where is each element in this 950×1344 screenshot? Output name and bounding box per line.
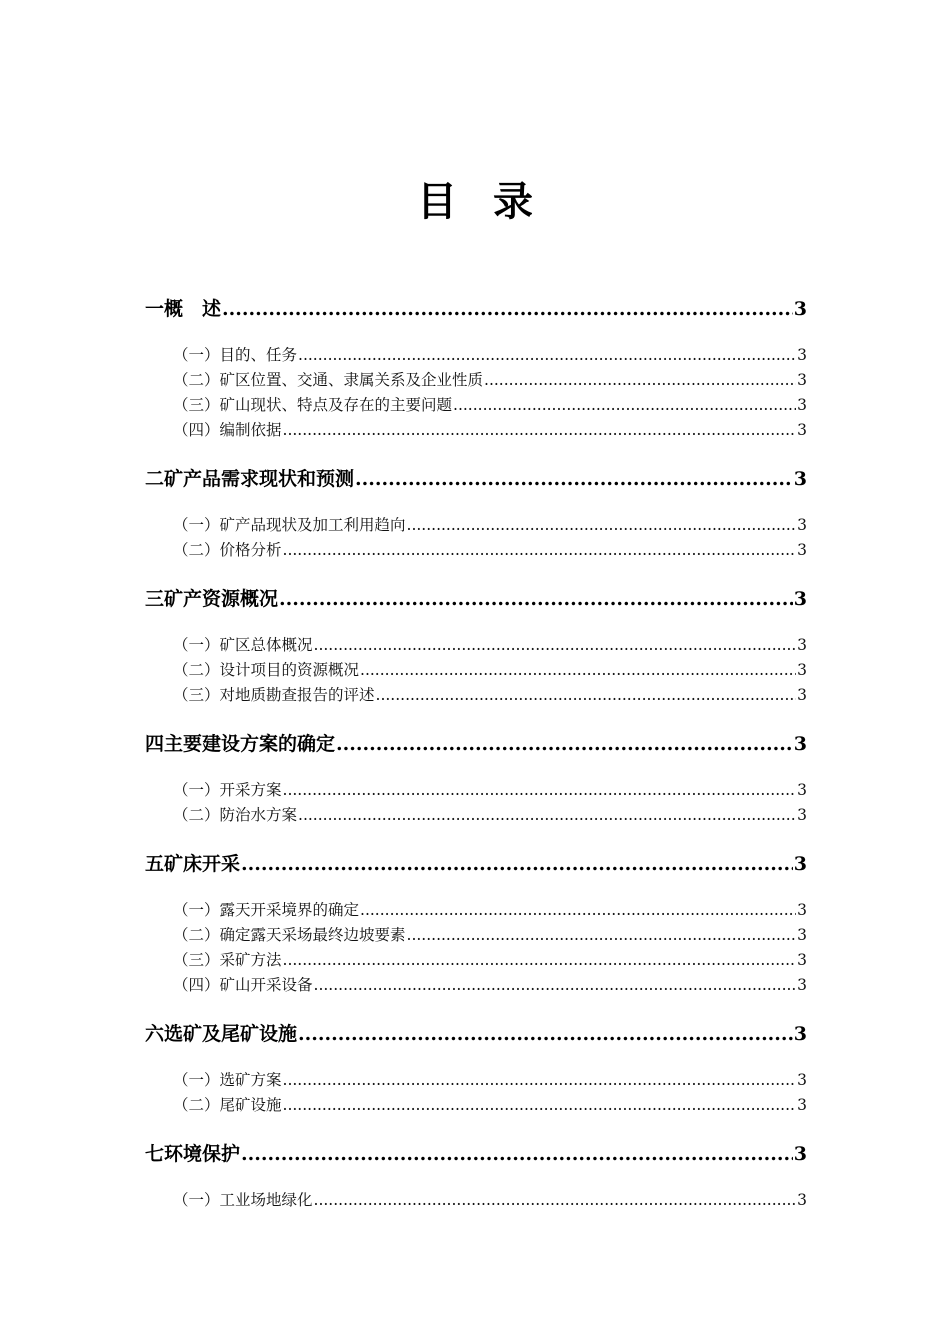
dot-leader <box>407 513 797 538</box>
page-number: 3 <box>793 468 807 490</box>
toc-chapter[interactable] <box>145 1141 807 1167</box>
toc-section[interactable] <box>145 513 807 538</box>
section-title: （一）选矿方案 <box>173 1071 282 1089</box>
dot-leader <box>314 1188 797 1213</box>
dot-leader <box>283 1068 797 1093</box>
dot-leader <box>407 923 797 948</box>
dot-leader <box>376 683 797 708</box>
chapter-number: 三 <box>145 588 165 610</box>
dot-leader <box>453 393 796 418</box>
dot-leader <box>283 418 797 443</box>
dot-leader <box>355 466 793 492</box>
page-number: 3 <box>793 298 807 320</box>
page-number: 3 <box>797 806 807 824</box>
chapter-number: 四 <box>145 733 165 755</box>
page-number: 3 <box>797 421 807 439</box>
page-number: 3 <box>797 516 807 534</box>
page-number: 3 <box>797 926 807 944</box>
toc-section[interactable] <box>145 1093 807 1118</box>
chapter-title: 矿产资源概况 <box>164 588 279 610</box>
table-of-contents <box>145 296 807 1213</box>
toc-chapter[interactable] <box>145 586 807 612</box>
chapter-title: 选矿及尾矿设施 <box>164 1023 298 1045</box>
page-number: 3 <box>793 1023 807 1045</box>
page-number: 3 <box>797 1191 807 1209</box>
section-title: （三）采矿方法 <box>173 951 282 969</box>
page-number: 3 <box>797 686 807 704</box>
chapter-title: 矿产品需求现状和预测 <box>164 468 355 490</box>
dot-leader <box>360 898 796 923</box>
page-number: 3 <box>793 1143 807 1165</box>
toc-section[interactable] <box>145 658 807 683</box>
toc-section[interactable] <box>145 948 807 973</box>
dot-leader <box>283 778 797 803</box>
section-title: （一）露天开采境界的确定 <box>173 901 360 919</box>
section-title: （一）目的、任务 <box>173 346 298 364</box>
toc-section[interactable] <box>145 633 807 658</box>
chapter-title: 矿床开采 <box>164 853 241 875</box>
chapter-number: 二 <box>145 468 165 490</box>
section-title: （三）矿山现状、特点及存在的主要问题 <box>173 396 453 414</box>
dot-leader <box>283 948 797 973</box>
section-title: （一）矿区总体概况 <box>173 636 313 654</box>
dot-leader <box>298 803 796 828</box>
chapter-title: 主要建设方案的确定 <box>164 733 336 755</box>
section-title: （二）矿区位置、交通、隶属关系及企业性质 <box>173 371 484 389</box>
toc-chapter[interactable] <box>145 1021 807 1047</box>
dot-leader <box>241 1141 793 1167</box>
page-number: 3 <box>797 636 807 654</box>
section-title: （二）尾矿设施 <box>173 1096 282 1114</box>
page-number: 3 <box>797 1071 807 1089</box>
section-title: （二）确定露天采场最终边坡要素 <box>173 926 406 944</box>
dot-leader <box>283 1093 797 1118</box>
section-title: （三）对地质勘查报告的评述 <box>173 686 375 704</box>
toc-section[interactable] <box>145 1188 807 1213</box>
toc-section[interactable] <box>145 343 807 368</box>
section-title: （一）开采方案 <box>173 781 282 799</box>
page-title: 目录 <box>417 178 569 225</box>
toc-section[interactable] <box>145 973 807 998</box>
chapter-number: 六 <box>145 1023 165 1045</box>
toc-section[interactable] <box>145 803 807 828</box>
page-number: 3 <box>793 733 807 755</box>
toc-chapter[interactable] <box>145 851 807 877</box>
chapter-number: 七 <box>145 1143 165 1165</box>
toc-section[interactable] <box>145 538 807 563</box>
dot-leader <box>283 538 797 563</box>
page-number: 3 <box>793 588 807 610</box>
section-title: （二）防治水方案 <box>173 806 298 824</box>
section-title: （一）工业场地绿化 <box>173 1191 313 1209</box>
dot-leader <box>314 633 797 658</box>
toc-section[interactable] <box>145 683 807 708</box>
dot-leader <box>360 658 796 683</box>
page-number: 3 <box>797 661 807 679</box>
section-title: （二）价格分析 <box>173 541 282 559</box>
dot-leader <box>314 973 797 998</box>
toc-section[interactable] <box>145 898 807 923</box>
dot-leader <box>298 343 796 368</box>
page-number: 3 <box>797 901 807 919</box>
toc-chapter[interactable] <box>145 466 807 492</box>
chapter-number: 五 <box>145 853 165 875</box>
page-number: 3 <box>797 371 807 389</box>
chapter-title: 环境保护 <box>164 1143 241 1165</box>
toc-section[interactable] <box>145 368 807 393</box>
section-title: （一）矿产品现状及加工利用趋向 <box>173 516 406 534</box>
page-number: 3 <box>797 396 807 414</box>
toc-chapter[interactable] <box>145 731 807 757</box>
toc-section[interactable] <box>145 923 807 948</box>
page-number: 3 <box>797 1096 807 1114</box>
section-title: （二）设计项目的资源概况 <box>173 661 360 679</box>
dot-leader <box>484 368 796 393</box>
page-number: 3 <box>797 976 807 994</box>
chapter-title: 概 述 <box>164 298 222 320</box>
toc-chapter[interactable] <box>145 296 807 322</box>
page-number: 3 <box>797 346 807 364</box>
toc-section[interactable] <box>145 1068 807 1093</box>
dot-leader <box>241 851 793 877</box>
section-title: （四）编制依据 <box>173 421 282 439</box>
dot-leader <box>298 1021 793 1047</box>
page-number: 3 <box>793 853 807 875</box>
page-number: 3 <box>797 541 807 559</box>
toc-section[interactable] <box>145 393 807 418</box>
toc-section[interactable] <box>145 778 807 803</box>
toc-section[interactable] <box>145 418 807 443</box>
chapter-number: 一 <box>145 298 165 320</box>
page-number: 3 <box>797 951 807 969</box>
page-number: 3 <box>797 781 807 799</box>
dot-leader <box>336 731 793 757</box>
section-title: （四）矿山开采设备 <box>173 976 313 994</box>
dot-leader <box>222 296 793 322</box>
dot-leader <box>279 586 793 612</box>
